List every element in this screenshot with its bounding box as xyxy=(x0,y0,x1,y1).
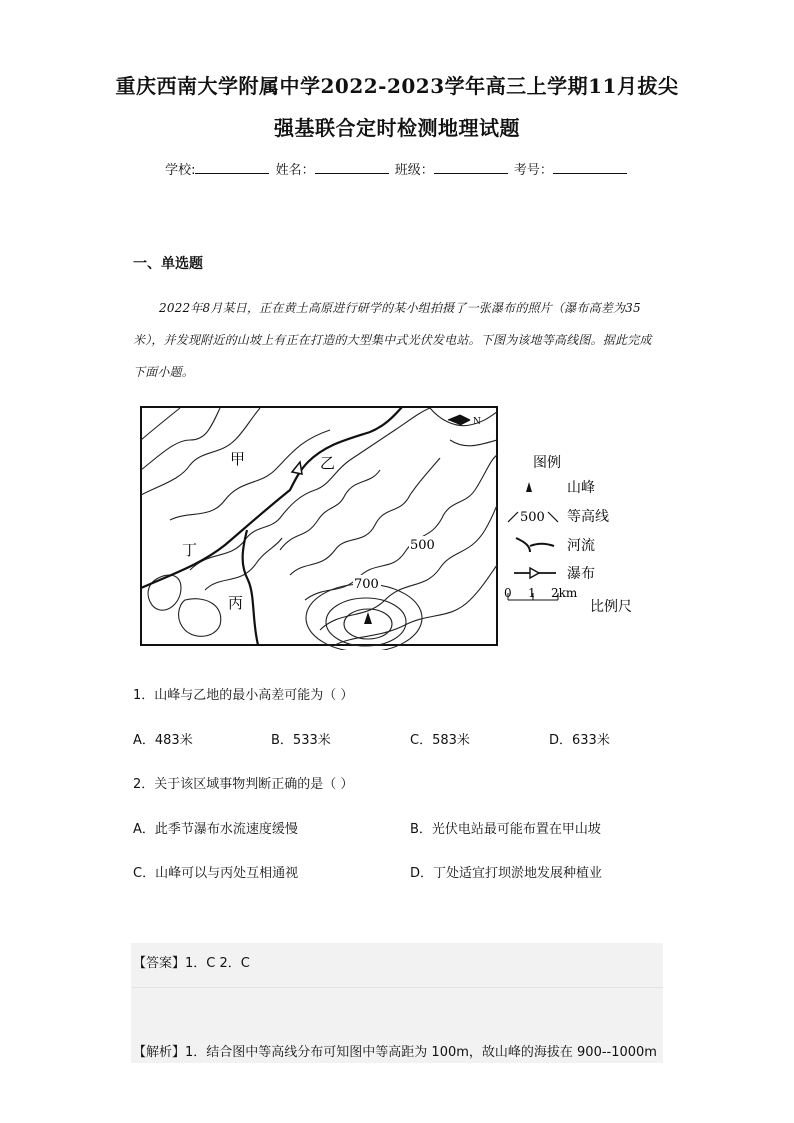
passage-text: 2022年8月某日，正在黄土高原进行研学的某小组拍摄了一张瀑布的照片（瀑布高差为35米），并发现附近的山坡上有正在打造的大型集中式光伏发电站。下图为该地等高线图。据此完成下面小题。 xyxy=(133,301,652,379)
analysis-label: 【解析】 xyxy=(133,1045,186,1060)
q2-option-c[interactable]: C．山峰可以与丙处互相通视 xyxy=(133,866,299,881)
q2-option-b[interactable]: B．光伏电站最可能布置在甲山坡 xyxy=(410,822,601,837)
id-label: 考号： xyxy=(513,163,553,178)
q1-option-a[interactable]: A．483米 xyxy=(133,733,193,748)
contour-map-figure xyxy=(130,400,650,650)
answer-divider xyxy=(131,987,663,988)
scale-1-label: 1 xyxy=(528,586,536,600)
legend-title: 图例 xyxy=(533,455,561,471)
name-field[interactable] xyxy=(315,161,389,174)
legend-contour-value: 500 xyxy=(520,510,545,525)
legend-waterfall-label: 瀑布 xyxy=(567,566,595,582)
label-bing: 丙 xyxy=(228,594,244,612)
q1-option-d[interactable]: D．633米 xyxy=(549,733,610,748)
analysis-text: 1．结合图中等高线分布可知图中等高距为 100m，故山峰的海拔在 900--1000m xyxy=(185,1045,657,1060)
class-field[interactable] xyxy=(434,161,508,174)
class-label: 班级： xyxy=(394,163,434,178)
contour-lines xyxy=(141,408,497,650)
scale-0-label: 0 xyxy=(504,586,512,600)
q1-option-c[interactable]: C．583米 xyxy=(410,733,470,748)
contour-700-label: 700 xyxy=(354,577,379,592)
legend-contour-line-right xyxy=(548,512,558,522)
answer-text: 1．C 2．C xyxy=(185,956,250,971)
answer-line xyxy=(133,952,250,971)
peak-marker xyxy=(364,612,372,624)
id-field[interactable] xyxy=(553,161,627,174)
legend-river-icon xyxy=(516,538,554,552)
label-ding: 丁 xyxy=(182,541,198,559)
label-jia: 甲 xyxy=(230,450,246,468)
legend-scale-label: 比例尺 xyxy=(590,599,632,615)
q2-option-a[interactable]: A．此季节瀑布水流速度缓慢 xyxy=(133,822,298,837)
q2-option-d[interactable]: D．丁处适宜打坝淤地发展种植业 xyxy=(410,866,603,881)
legend-peak-label: 山峰 xyxy=(567,480,595,496)
school-field[interactable] xyxy=(195,161,269,174)
legend-peak-icon xyxy=(526,482,532,492)
analysis-line xyxy=(133,1041,657,1060)
scale-2-label: 2km xyxy=(551,586,578,600)
legend-contour-label: 等高线 xyxy=(567,509,609,525)
label-yi: 乙 xyxy=(320,454,336,472)
exam-title-line1: 重庆西南大学附属中学2022-2023学年高三上学期11月拔尖 xyxy=(115,74,679,98)
waterfall-marker xyxy=(292,462,302,474)
map-frame xyxy=(141,407,497,645)
question-2-stem: 2．关于该区域事物判断正确的是（ ） xyxy=(133,777,354,792)
school-label: 学校: xyxy=(165,163,196,178)
legend-contour-line-left xyxy=(508,512,518,522)
student-info-line xyxy=(0,159,794,178)
legend-waterfall-icon xyxy=(530,568,539,578)
question-1-stem: 1．山峰与乙地的最小高差可能为（ ） xyxy=(133,688,354,703)
north-label: N xyxy=(473,417,481,427)
q1-option-b[interactable]: B．533米 xyxy=(271,733,331,748)
section-title: 一、单选题 xyxy=(133,256,203,272)
legend-river-label: 河流 xyxy=(567,538,595,554)
contour-500-label: 500 xyxy=(410,538,435,553)
exam-title-line2: 强基联合定时检测地理试题 xyxy=(274,116,520,140)
answer-label: 【答案】 xyxy=(133,956,186,971)
name-label: 姓名： xyxy=(275,163,315,178)
